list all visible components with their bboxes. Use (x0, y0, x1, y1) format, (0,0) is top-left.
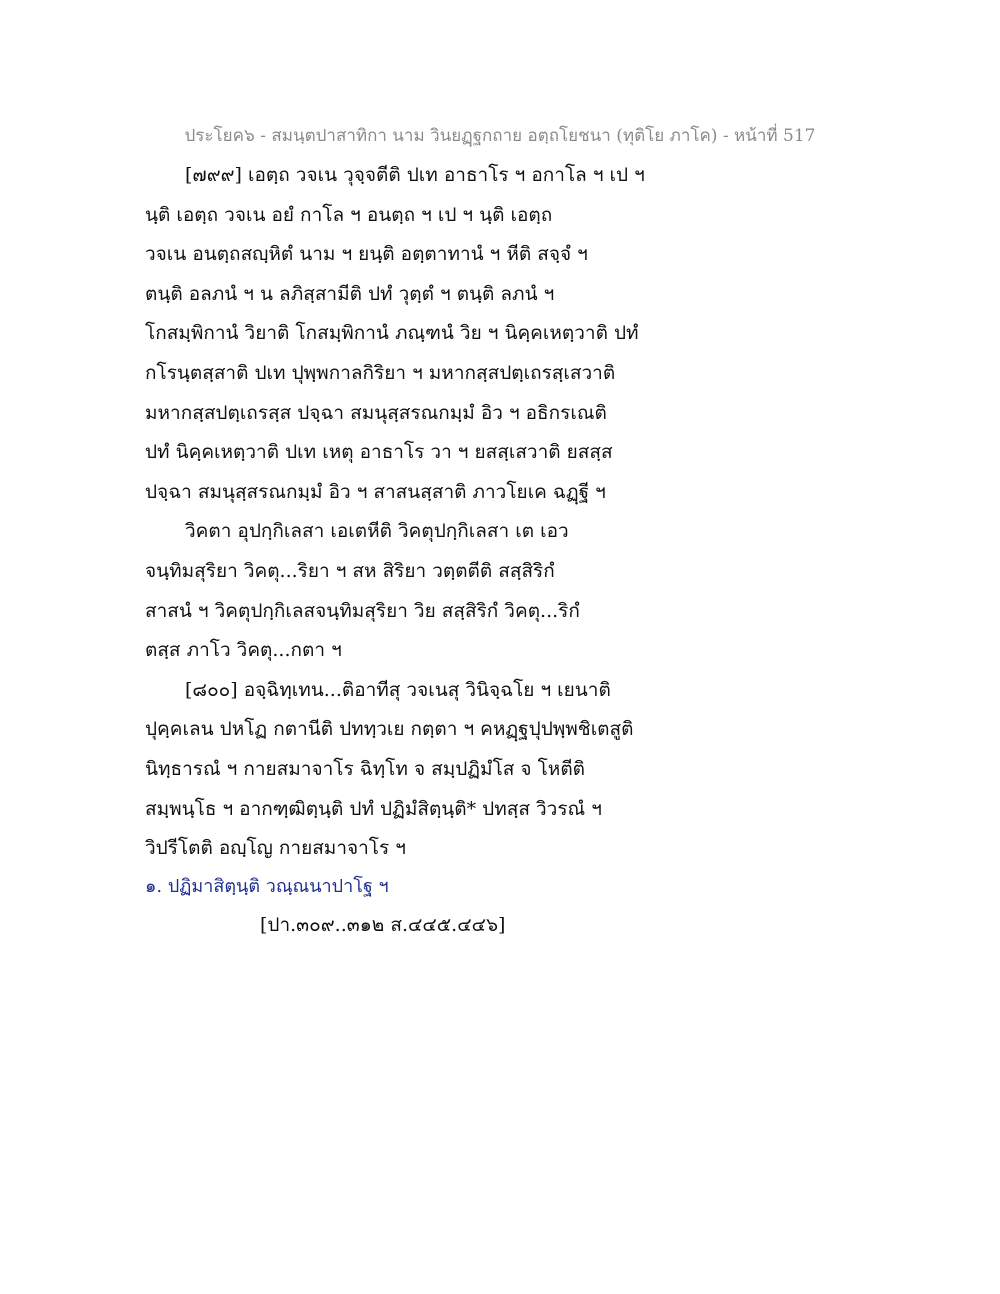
paragraph-line: วจเน อนตฺถสญฺหิตํ นาม ฯ ยนฺติ อตฺตาทานํ ฯ หีติ สจฺจํ ฯ (145, 243, 588, 266)
paragraph-line: วิคตา อุปกฺกิเลสา เอเตหีติ วิคตุปกฺกิเลสา เต เอว (185, 520, 569, 543)
page-reference: [ปา.๓๐๙..๓๑๒ ส.๔๔๕.๔๔๖] (260, 914, 506, 936)
paragraph-line: ตนฺติ อลภนํ ฯ น ลภิสฺสามีติ ปทํ วุตฺตํ ฯ ตนฺติ ลภนํ ฯ (145, 282, 555, 305)
paragraph-line: กโรนฺตสฺสาติ ปเท ปุพฺพกาลกิริยา ฯ มหากสฺสปตฺเถรสฺเสวาติ (145, 361, 616, 384)
paragraph-line: สมฺพนฺโธ ฯ อากฑฺฒิตฺนฺติ ปทํ ปฏิมํสิตฺนฺติ* ปทสฺส วิวรณํ ฯ (145, 797, 602, 820)
body-text (145, 156, 865, 869)
paragraph-line: ปทํ นิคฺคเหตฺวาติ ปเท เหตุ อาธาโร วา ฯ ยสสฺเสวาติ ยสสฺส (145, 441, 613, 464)
page-header: ประโยค๖ - สมนฺตปาสาทิกา นาม วินยฏฺฐกถาย อตฺถโยชนา (ทุติโย ภาโค) - หน้าที่ 517 (184, 126, 816, 146)
paragraph-line: จนฺทิมสุริยา วิคตุ...ริยา ฯ สห สิริยา วตฺตตีติ สสฺสิริกํ (145, 559, 555, 582)
paragraph-line: [๗๙๙] เอตฺถ วจเน วุจฺจตีติ ปเท อาธาโร ฯ อกาโล ฯ เป ฯ (185, 164, 645, 186)
paragraph-line: สาสนํ ฯ วิคตุปกฺกิเลสจนฺทิมสุริยา วิย สสฺสิริกํ วิคตุ...ริกํ (145, 599, 580, 622)
paragraph-line: [๘๐๐] อจฺฉิทฺเทน...ติอาทีสุ วจเนสุ วินิจฺฉโย ฯ เยนาติ (185, 678, 611, 701)
paragraph-line: ปจฺฉา สมนุสฺสรณกมฺมํ อิว ฯ สาสนสฺสาติ ภาวโยเค ฉฏฺฐี ฯ (145, 480, 606, 503)
paragraph-line: วิปรีโตติ อญฺโญ กายสมาจาโร ฯ (145, 837, 406, 860)
paragraph-line: โกสมฺพิกานํ วิยาติ โกสมฺพิกานํ ภณฺฑนํ วิย ฯ นิคฺคเหตฺวาติ ปทํ (145, 322, 639, 345)
paragraph-line: นิทฺธารณํ ฯ กายสมาจาโร ฉิทฺโท จ สมฺปฏิมํโส จ โหตีติ (145, 757, 585, 780)
paragraph-line: นฺติ เอตฺถ วจเน อยํ กาโล ฯ อนตฺถ ฯ เป ฯ นฺติ เอตฺถ (145, 203, 553, 226)
paragraph-line: ปุคฺคเลน ปหโฏ กตานีติ ปททฺวเย กตฺตา ฯ คหฏฺฐปุปพฺพชิเตสูติ (145, 718, 634, 741)
paragraph-line: ตสฺส ภาโว วิคตุ...กตา ฯ (145, 639, 342, 662)
paragraph-line: มหากสฺสปตฺเถรสฺส ปจฺฉา สมนุสฺสรณกมฺมํ อิว ฯ อธิกรเณติ (145, 401, 607, 424)
footnote: ๑. ปฏิมาสิตฺนฺติ วณฺณนาปาโฐ ฯ (145, 876, 389, 897)
